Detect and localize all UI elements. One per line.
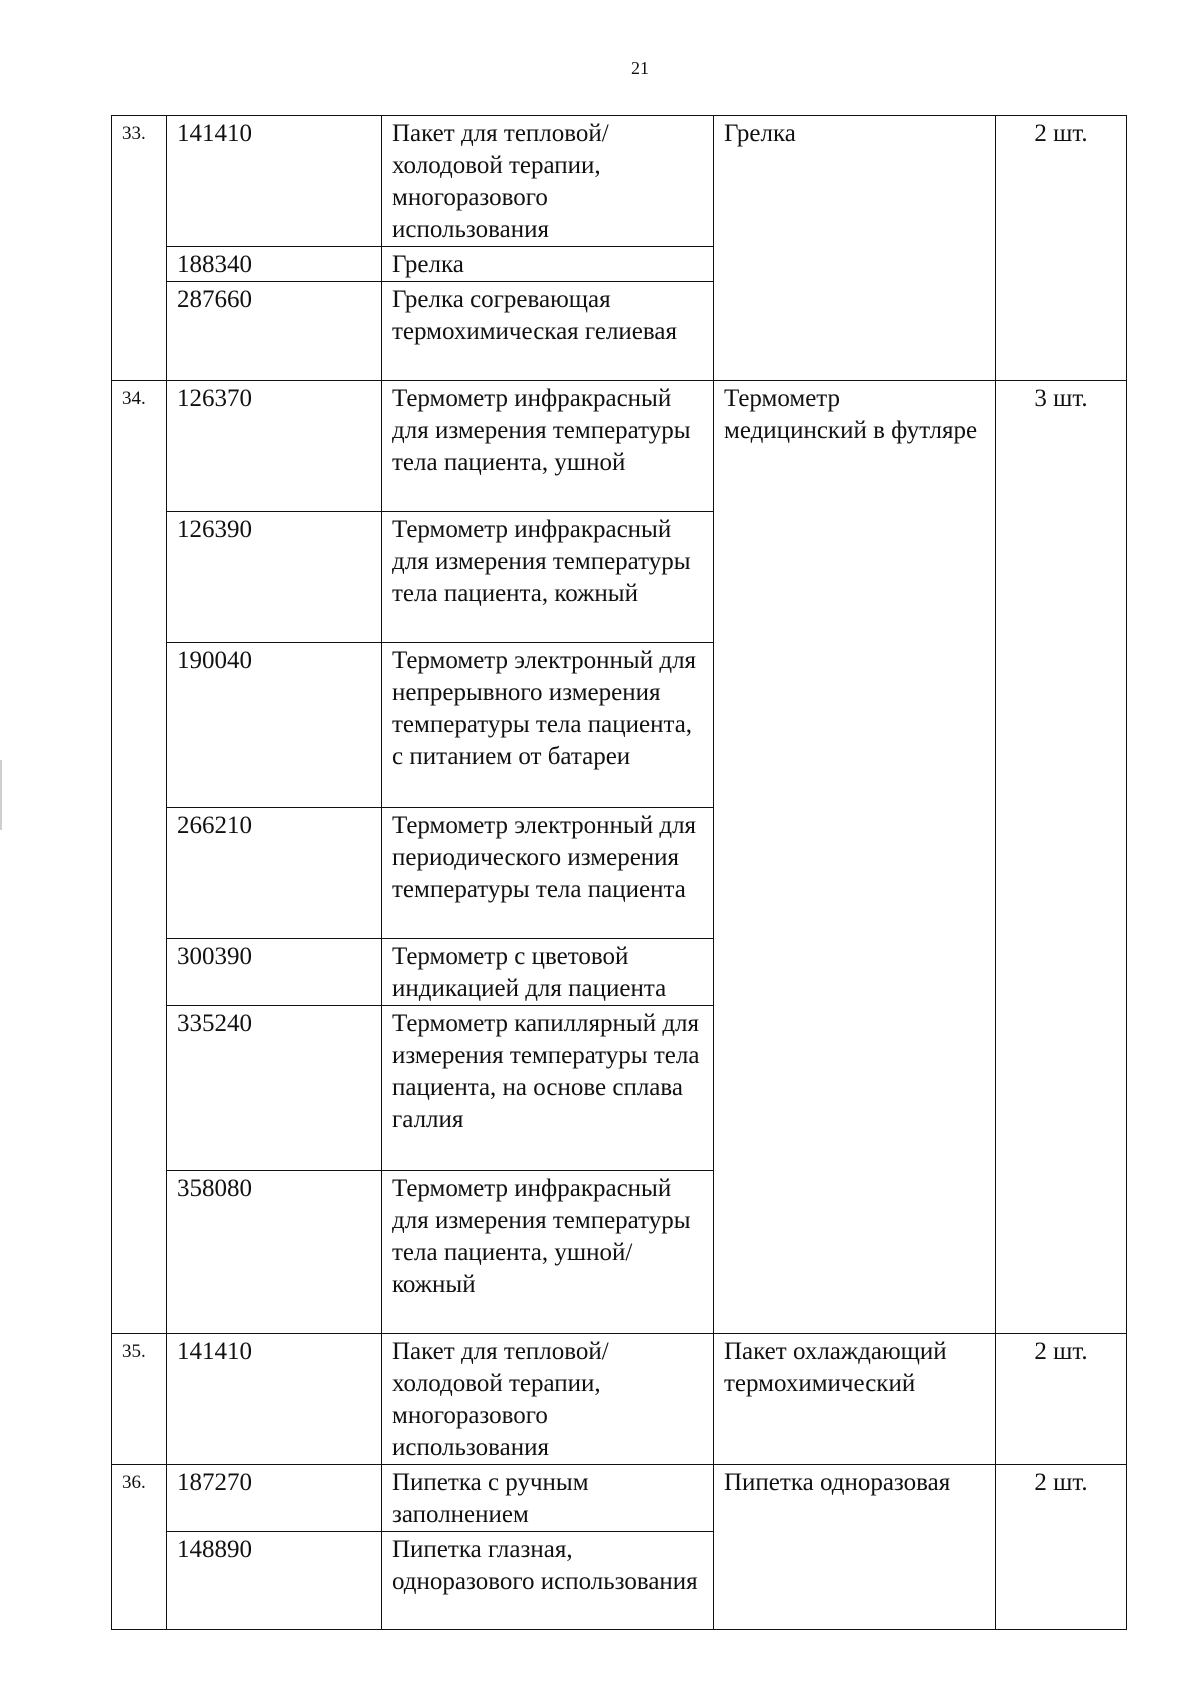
item-code: 266210 [167, 808, 382, 939]
item-name: Термометр с цветовой индикацией для пациента [382, 939, 714, 1006]
group-name: Термометр медицинский в футляре [714, 381, 996, 1334]
group-name: Пакет охлаждающий термохимический [714, 1334, 996, 1465]
scan-edge-mark [0, 760, 2, 830]
item-code: 148890 [167, 1532, 382, 1630]
row-number: 34. [112, 381, 167, 1334]
item-code: 126370 [167, 381, 382, 512]
item-code: 126390 [167, 512, 382, 643]
group-name: Пипетка одноразовая [714, 1465, 996, 1630]
item-name: Пакет для тепловой/холодовой терапии, многоразового использования [382, 1334, 714, 1465]
item-name: Пакет для тепловой/холодовой терапии, многоразового использования [382, 116, 714, 247]
item-code: 141410 [167, 116, 382, 247]
item-code: 187270 [167, 1465, 382, 1532]
row-number: 35. [112, 1334, 167, 1465]
item-name: Термометр капиллярный для измерения температуры тела пациента, на основе сплава галлия [382, 1006, 714, 1171]
item-name: Пипетка глазная, одноразового использования [382, 1532, 714, 1630]
table-row [112, 1334, 1127, 1465]
items-table [111, 115, 1127, 1630]
table-row [112, 116, 1127, 247]
row-number: 36. [112, 1465, 167, 1630]
item-code: 141410 [167, 1334, 382, 1465]
table-row [112, 381, 1127, 512]
quantity: 2 шт. [996, 1334, 1127, 1465]
item-code: 358080 [167, 1171, 382, 1334]
item-code: 190040 [167, 643, 382, 808]
item-name: Термометр электронный для периодического измерения температуры тела пациента [382, 808, 714, 939]
group-name: Грелка [714, 116, 996, 381]
quantity: 3 шт. [996, 381, 1127, 1334]
table-row [112, 1465, 1127, 1532]
item-name: Термометр электронный для непрерывного измерения температуры тела пациента, с питанием от батареи [382, 643, 714, 808]
item-code: 300390 [167, 939, 382, 1006]
item-name: Пипетка с ручным заполнением [382, 1465, 714, 1532]
item-name: Грелка согревающая термохимическая гелиевая [382, 282, 714, 381]
quantity: 2 шт. [996, 116, 1127, 381]
row-number: 33. [112, 116, 167, 381]
quantity: 2 шт. [996, 1465, 1127, 1630]
item-name: Термометр инфракрасный для измерения температуры тела пациента, ушной/кожный [382, 1171, 714, 1334]
items-table-body [112, 116, 1127, 1630]
page-number: 21 [631, 58, 649, 78]
item-name: Термометр инфракрасный для измерения температуры тела пациента, кожный [382, 512, 714, 643]
item-code: 287660 [167, 282, 382, 381]
item-name: Термометр инфракрасный для измерения температуры тела пациента, ушной [382, 381, 714, 512]
item-name: Грелка [382, 247, 714, 282]
item-code: 188340 [167, 247, 382, 282]
item-code: 335240 [167, 1006, 382, 1171]
items-table-container [111, 115, 1127, 1630]
